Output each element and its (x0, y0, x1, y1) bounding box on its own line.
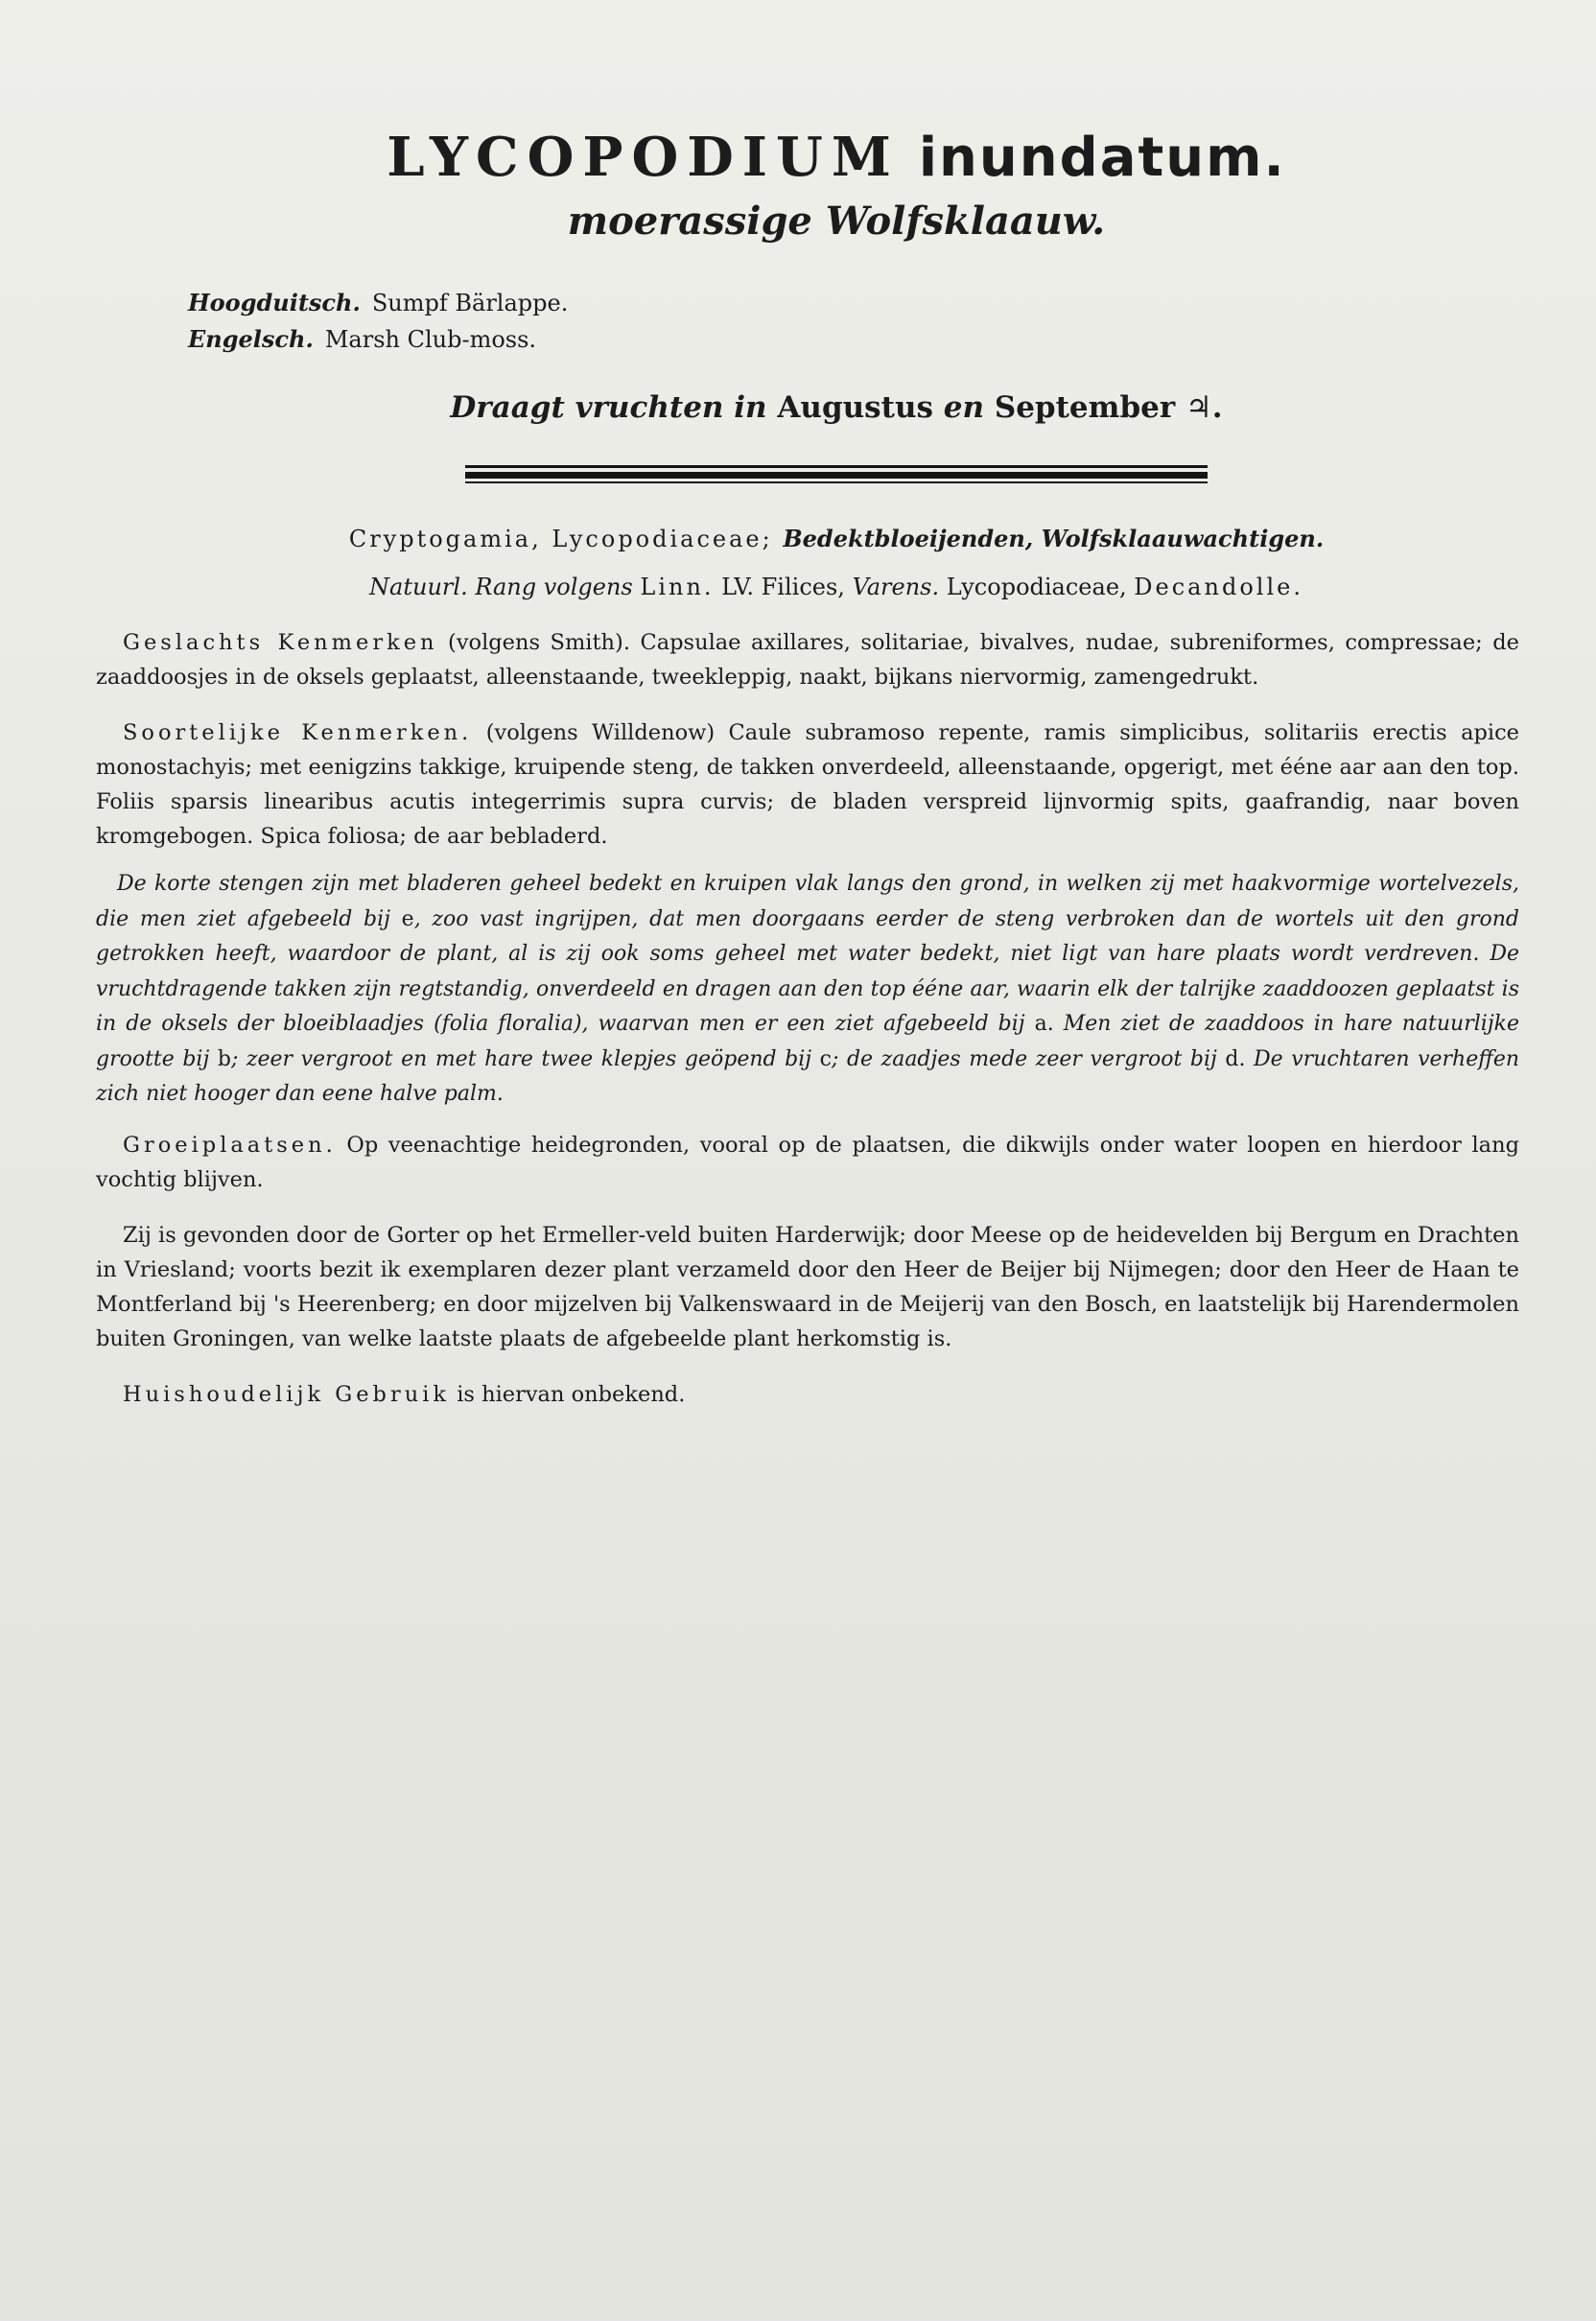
description-text: De korte stengen zijn met bladeren geheel bedekt en kruipen vlak langs den grond, in welken zij met haakvormige wortelvezels, die men ziet afgebeeld bij (96, 872, 1519, 931)
habitat-text: Op veenachtige heidegronden, vooral op de plaatsen, die dikwijls onder water loopen en hierdoor lang vochtig blijven. (96, 1132, 1519, 1192)
perennial-symbol: ♃. (1185, 390, 1223, 426)
description-text: Men ziet de zaaddoos in hare natuurlijke grootte bij (96, 1012, 1519, 1071)
rank-decandolle: Decandolle. (1134, 574, 1303, 601)
figure-ref-e: e (401, 906, 414, 931)
figure-ref-a: a. (1034, 1012, 1054, 1037)
genus-name: LYCOPODIUM (387, 126, 900, 189)
title-block (153, 127, 1519, 245)
fruiting-conj: en (943, 390, 985, 426)
use-paragraph (96, 1377, 1519, 1412)
language-label: Hoogduitsch. (188, 289, 361, 317)
description-text: , zoo vast ingrijpen, dat men doorgaans eerder de steng verbroken dan de wortels uit den grond getrokken heeft, waardoor de plant, al is zij ook soms geheel met water bedekt, niet ligt van hare plaats wordt verdreven. De vruchtdragende takken zijn regtstandig, onverdeeld en dragen aan den top ééne aar, waarin elk der talrijke zaaddoozen geplaatst is in de oksels der bloeiblaadjes (folia floralia), waarvan men er een ziet afgebeeld bij (96, 906, 1519, 1037)
common-names (188, 285, 1519, 358)
figure-ref-c: c (819, 1046, 832, 1071)
common-name-english (188, 321, 1519, 358)
species-characters-text: (volgens Willdenow) Caule subramoso repente, ramis simplicibus, solitariis erectis apice monostachyis; met eenigzins takkige, kruipende steng, de takken onverdeeld, alleenstaande, opgerigt, met ééne aar aan den top. Foliis sparsis linearibus acutis integerrimis supra curvis; de bladen verspreid lijnvormig spits, gaafrandig, naar boven kromgebogen. Spica foliosa; de aar bebladerd. (96, 720, 1519, 850)
rank-line (153, 574, 1519, 600)
fruiting-prefix: Draagt vruchten in (450, 390, 767, 426)
fruiting-month-1: Augustus (777, 390, 933, 426)
rank-family: Lycopodiaceae, (946, 574, 1127, 601)
rank-varens: Varens. (852, 574, 940, 601)
classification-line (153, 525, 1519, 552)
figure-ref-d: d. (1225, 1046, 1246, 1071)
page-subtitle: moerassige Wolfsklaauw. (567, 199, 1106, 245)
rank-order: LV. Filices, (721, 574, 845, 601)
description-text: ; zeer vergroot en met hare twee klepjes geöpend bij (230, 1046, 812, 1071)
classification-dutch: Bedektbloeijenden, Wolfsklaauwachtigen. (783, 525, 1325, 553)
language-label: Engelsch. (188, 325, 314, 354)
genus-characters-heading: Geslachts Kenmerken (123, 630, 438, 656)
fruiting-line (153, 390, 1519, 425)
genus-characters-text: (volgens Smith). Capsulae axillares, solitariae, bivalves, nudae, subreniformes, compressae; de zaaddoosjes in de oksels geplaatst, alleenstaande, tweekleppig, naakt, bijkans niervormig, zamengedrukt. (96, 630, 1519, 691)
page-title (153, 127, 1519, 189)
use-heading: Huishoudelijk Gebruik (123, 1381, 451, 1407)
description-text: De vruchtaren verheffen zich niet hooger dan eene halve palm. (96, 1046, 1520, 1107)
description-text: ; de zaadjes mede zeer vergroot bij (831, 1046, 1217, 1071)
habitat-paragraph (96, 1128, 1519, 1197)
common-name-german (188, 285, 1519, 321)
description-paragraph (96, 867, 1519, 1113)
species-name: inundatum. (918, 127, 1286, 189)
species-characters-paragraph (96, 715, 1519, 854)
habitat-heading: Groeiplaatsen. (123, 1132, 337, 1158)
common-name-value: Sumpf Bärlappe. (371, 290, 569, 317)
rank-label: Natuurl. Rang volgens (369, 574, 633, 601)
figure-ref-b: b (217, 1046, 231, 1071)
species-characters-heading: Soortelijke Kenmerken. (123, 720, 473, 746)
decorative-rule (465, 465, 1208, 484)
rank-linn: Linn. (640, 574, 715, 601)
genus-characters-paragraph (96, 625, 1519, 694)
localities-paragraph: Zij is gevonden door de Gorter op het Ermeller-veld buiten Harderwijk; door Meese op de heidevelden bij Bergum en Drachten in Vriesland; voorts bezit ik exemplaren dezer plant verzameld door den Heer de Beijer bij Nijmegen; door den Heer de Haan te Montferland bij 's Heerenberg; en door mijzelven bij Valkenswaard in de Meijerij van den Bosch, en laatstelijk bij Harendermolen buiten Groningen, van welke laatste plaats de afgebeelde plant herkomstig is. (96, 1222, 1519, 1351)
fruiting-month-2: September (994, 390, 1176, 426)
classification-latin: Cryptogamia, Lycopodiaceae; (348, 526, 773, 553)
common-name-value: Marsh Club-moss. (324, 326, 537, 354)
use-text: is hiervan onbekend. (457, 1381, 686, 1407)
